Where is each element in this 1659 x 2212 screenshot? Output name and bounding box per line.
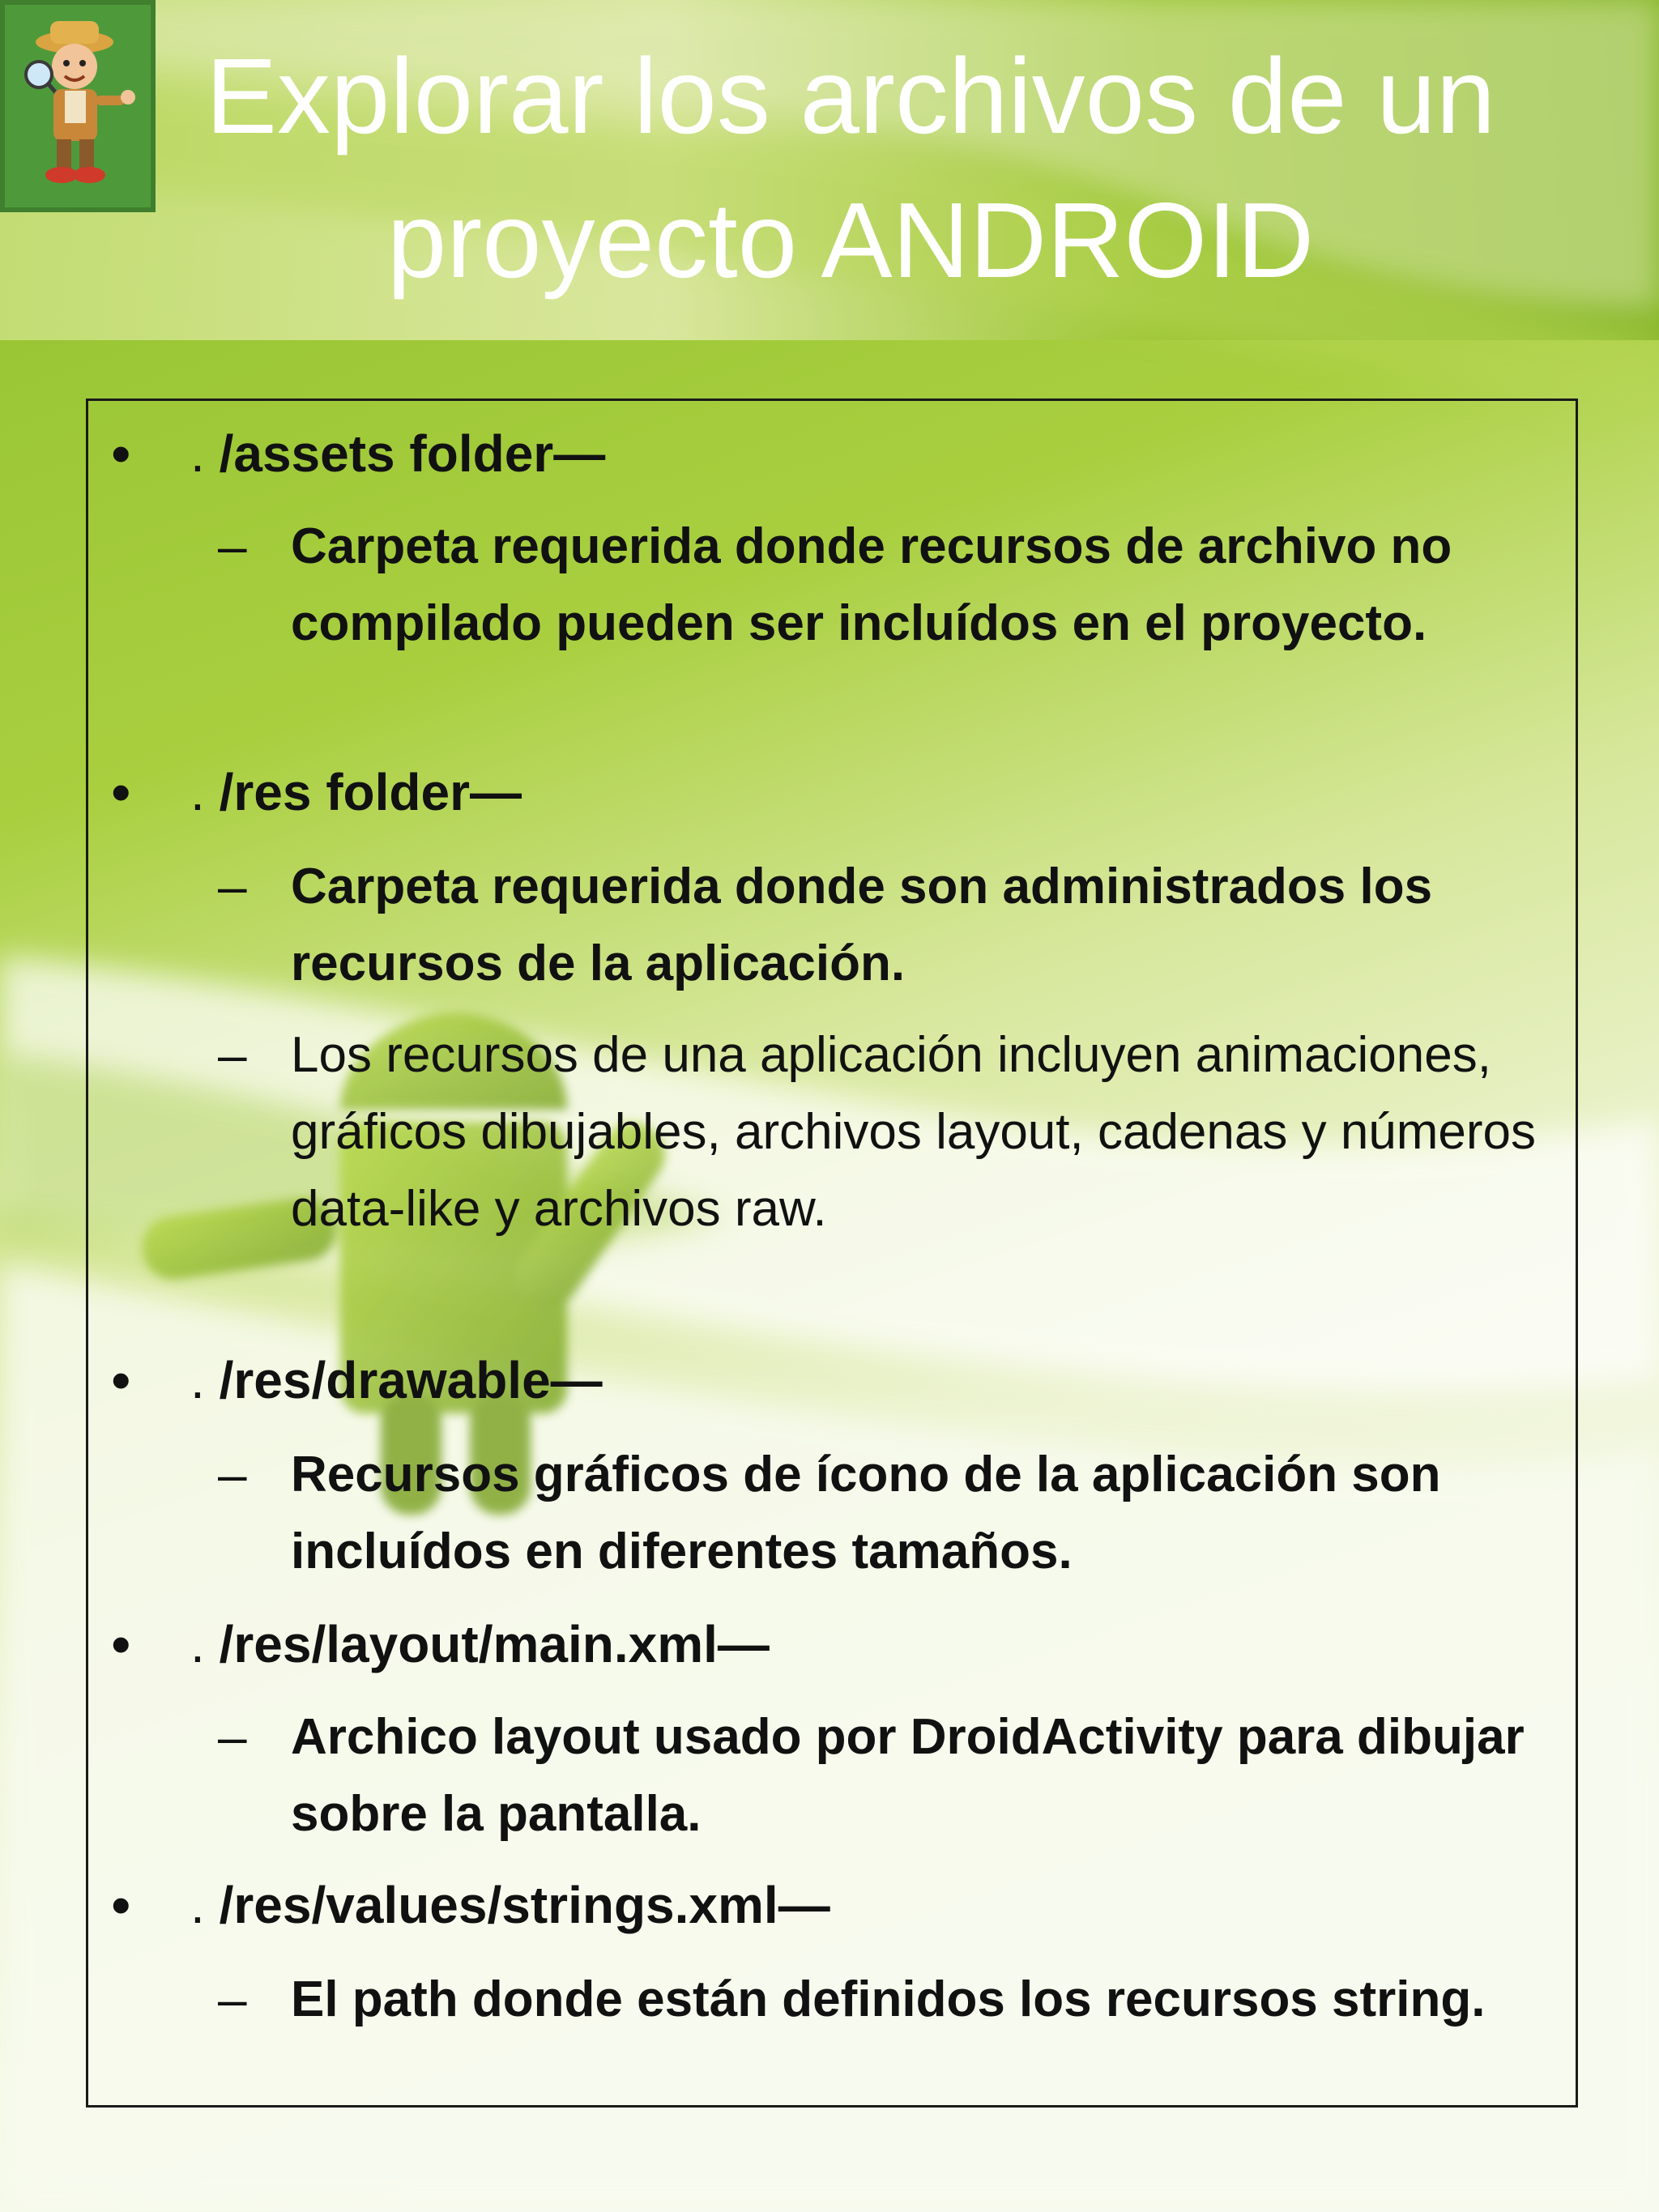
sub-item-text: Carpeta requerida donde recursos de archivo no compilado pueden ser incluídos en el proyecto. [291, 518, 1452, 651]
sub-item-text: Los recursos de una aplicación incluyen animaciones, gráficos dibujables, archivos layout, cadenas y números data-like y archivos raw. [291, 1027, 1537, 1237]
bullet: • [111, 1873, 131, 1937]
content-box [86, 399, 1578, 2108]
dash: – [218, 857, 247, 915]
page-title [162, 24, 1539, 313]
bullet: • [111, 422, 131, 485]
folder-label: . /res/drawable— [190, 1351, 603, 1409]
dash: – [218, 1970, 247, 2028]
title-line-1: Explorar los archivos de un [205, 36, 1496, 156]
folder-label: . /assets folder— [190, 424, 606, 483]
dash: – [218, 1025, 247, 1084]
sub-item-text: El path donde están definidos los recursos string. [291, 1971, 1486, 2027]
folder-label: . /res folder— [190, 763, 522, 821]
dash: – [218, 1707, 247, 1766]
sub-item-text: Archico layout usado por DroidActivity para dibujar sobre la pantalla. [291, 1709, 1525, 1842]
title-line-2: proyecto ANDROID [386, 181, 1315, 300]
bullet: • [111, 761, 131, 824]
bullet: • [111, 1349, 131, 1412]
bullet: • [111, 1613, 131, 1676]
folder-label: . /res/layout/main.xml— [190, 1615, 770, 1673]
sub-item-text: Recursos gráficos de ícono de la aplicación son incluídos en diferentes tamaños. [291, 1447, 1441, 1579]
dash: – [218, 1445, 247, 1503]
explorer-cartoon-icon [0, 0, 156, 212]
folder-label: . /res/values/strings.xml— [190, 1876, 830, 1934]
dash: – [218, 517, 247, 575]
sub-item-text: Carpeta requerida donde son administrados los recursos de la aplicación. [291, 859, 1433, 991]
